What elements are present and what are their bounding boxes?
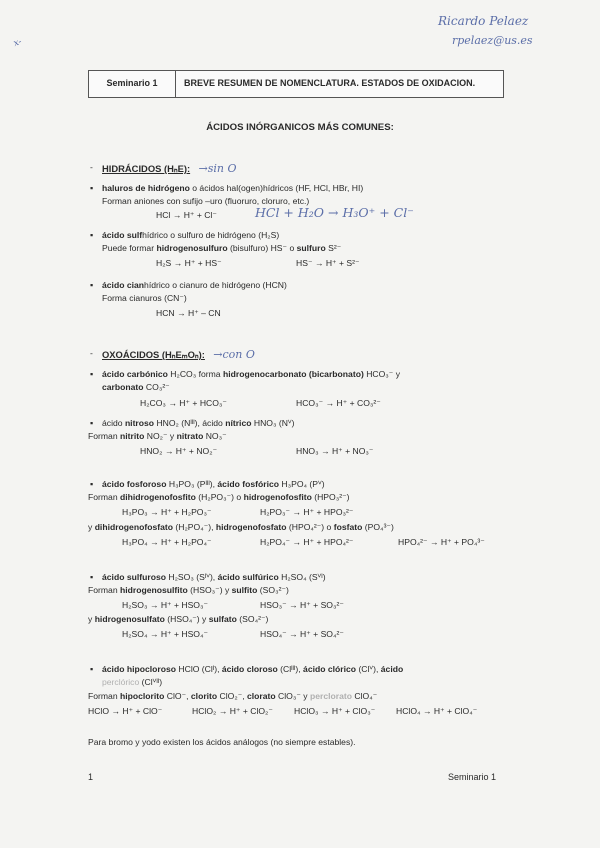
fos-l3a: y — [88, 522, 95, 532]
clo-line1 — [102, 664, 403, 675]
sul-l3c: (HSO₄⁻) y — [164, 614, 209, 624]
carb-line1 — [102, 369, 400, 380]
clo-l3e: ClO₂⁻, — [217, 691, 248, 701]
handwritten-mark: x- — [12, 36, 24, 50]
clo-l3g: ClO₃⁻ y — [275, 691, 310, 701]
fos-l3g: (PO₄³⁻) — [362, 522, 394, 532]
sul-l2d: sulfito — [231, 585, 258, 595]
haluros-eq: HCl → H⁺ + Cl⁻ — [156, 210, 217, 220]
final-note: Para bromo y yodo existen los ácidos análogos (no siempre estables). — [88, 737, 356, 747]
clo-l1e: ácido clórico — [303, 664, 357, 674]
sul-eq4: HSO₄⁻ → H⁺ + SO₄²⁻ — [260, 629, 344, 639]
sul-l3e: (SO₄²⁻) — [236, 614, 269, 624]
footer-label: Seminario 1 — [448, 772, 497, 782]
cian-b: cian — [126, 280, 145, 290]
hidracidos-heading-row — [102, 162, 236, 176]
handwritten-email: rpelaez@us.es — [452, 34, 533, 47]
sul-l2b: hidrogenosulfito — [120, 585, 188, 595]
haluros-text: o ácidos hal(ogen)hídricos (HF, HCl, HBr, HI) — [189, 183, 364, 193]
nit-l1d: nítrico — [225, 418, 252, 428]
fos-line1 — [102, 479, 325, 490]
sul-l1a: ácido sulfuroso — [102, 572, 166, 582]
fos-l3e: (HPO₄²⁻) o — [286, 522, 334, 532]
carb-l1a: ácido carbónico — [102, 369, 168, 379]
clo-line3 — [88, 691, 377, 702]
clo-eq1: HClO → H⁺ + ClO⁻ — [88, 706, 163, 716]
fos-l1d: H₃PO₄ (Pⱽ) — [279, 479, 325, 489]
sulf-c: hídrico o sulfuro de hidrógeno (H₂S) — [142, 230, 280, 240]
fos-l1c: ácido fosfórico — [217, 479, 280, 489]
sul-line3 — [88, 614, 268, 625]
nit-eq1: HNO₂ → H⁺ + NO₂⁻ — [140, 446, 218, 456]
carb-eq2: HCO₃⁻ → H⁺ + CO₃²⁻ — [296, 398, 381, 408]
cian-a: ácido — [102, 280, 127, 290]
fos-eq4: H₂PO₄⁻ → H⁺ + HPO₄²⁻ — [260, 537, 354, 547]
sul-eq2: HSO₃⁻ → H⁺ + SO₃²⁻ — [260, 600, 344, 610]
clo-l1b: HClO (Clᴵ), — [176, 664, 222, 674]
nit-l1a: ácido — [102, 418, 125, 428]
hidracidos-handnote: →sin O — [198, 162, 237, 175]
sul-l2a: Forman — [88, 585, 120, 595]
document-title: ÁCIDOS INÓRGANICOS MÁS COMUNES: — [206, 122, 394, 133]
oxoacidos-handnote: →con O — [213, 348, 255, 361]
sul-l3b: hidrogenosulfato — [94, 614, 165, 624]
nit-line2 — [88, 431, 227, 442]
sulf-eq1: H₂S → H⁺ + HS⁻ — [156, 258, 222, 268]
clo-l2a: perclórico — [102, 677, 140, 687]
clo-l3b: hipoclorito — [120, 691, 165, 701]
carb-l1c: hidrogenocarbonato (bicarbonato) — [222, 369, 364, 379]
nit-l2e: NO₃⁻ — [203, 431, 227, 441]
sul-l3d: sulfato — [208, 614, 237, 624]
fos-eq5: HPO₄²⁻ → H⁺ + PO₄³⁻ — [398, 537, 485, 547]
clo-l3f: clorato — [247, 691, 276, 701]
sul-line2 — [88, 585, 289, 596]
sul-l1c: ácido sulfúrico — [217, 572, 279, 582]
fos-l3d: hidrogenofosfato — [215, 522, 287, 532]
cian-line1 — [102, 280, 287, 291]
clo-l1d: (Clᴵᴵᴵ), — [277, 664, 304, 674]
clo-l1g: ácido — [380, 664, 404, 674]
nit-l2c: NO₂⁻ y — [144, 431, 177, 441]
haluros-bold: haluros de hidrógeno — [102, 183, 190, 193]
nit-l1c: HNO₂ (Nᴵᴵᴵ), ácido — [154, 418, 226, 428]
sulf-l2c: (bisulfuro) HS⁻ o — [227, 243, 297, 253]
clo-l2b: (Clⱽᴵᴵ) — [139, 677, 163, 687]
page-number: 1 — [88, 772, 94, 782]
fos-eq2: H₂PO₃⁻ → H⁺ + HPO₃²⁻ — [260, 507, 354, 517]
sul-eq1: H₂SO₃ → H⁺ + HSO₃⁻ — [122, 600, 209, 610]
oxoacidos-heading: OXOÁCIDOS (HₙEₘOₙ): — [102, 349, 205, 360]
fos-l2e: (HPO₃²⁻) — [311, 492, 350, 502]
carb-line2 — [102, 382, 170, 393]
sulf-line2 — [102, 243, 341, 254]
sulf-a: ácido — [102, 230, 127, 240]
carb-l2a: carbonato — [102, 382, 144, 392]
sul-l3a: y — [88, 614, 95, 624]
clo-l3d: clorito — [190, 691, 218, 701]
header-title: BREVE RESUMEN DE NOMENCLATURA. ESTADOS DE OXIDACION. — [184, 78, 476, 89]
fos-l2b: dihidrogenofosfito — [120, 492, 196, 502]
cian-eq: HCN → H⁺ – CN — [156, 308, 221, 318]
fos-line3 — [88, 522, 394, 533]
haluros-line1 — [102, 183, 363, 194]
header-box — [88, 70, 504, 98]
sulf-l2e: S²⁻ — [325, 243, 342, 253]
fos-l2c: (H₂PO₃⁻) o — [195, 492, 244, 502]
fos-l3b: dihidrogenofosfato — [94, 522, 173, 532]
nit-l1b: nitroso — [124, 418, 155, 428]
fos-eq1: H₃PO₃ → H⁺ + H₂PO₃⁻ — [122, 507, 212, 517]
cian-line2: Forma cianuros (CN⁻) — [102, 293, 187, 303]
carb-eq1: H₂CO₃ → H⁺ + HCO₃⁻ — [140, 398, 227, 408]
fos-l3f: fosfato — [333, 522, 363, 532]
nit-line1 — [102, 418, 295, 429]
sulf-l2d: sulfuro — [296, 243, 326, 253]
nit-l2d: nitrato — [176, 431, 204, 441]
hcl-handwritten-reaction: HCl + H₂O → H₃O⁺ + Cl⁻ — [255, 205, 414, 220]
sul-line1 — [102, 572, 326, 583]
fos-l1b: H₃PO₃ (Pᴵᴵᴵ), — [166, 479, 218, 489]
fos-l2d: hidrogenofosfito — [243, 492, 312, 502]
clo-l1c: ácido cloroso — [221, 664, 278, 674]
fos-l3c: (H₂PO₄⁻), — [172, 522, 216, 532]
sulf-eq2: HS⁻ → H⁺ + S²⁻ — [296, 258, 360, 268]
fos-l1a: ácido fosforoso — [102, 479, 167, 489]
handwritten-name: Ricardo Pelaez — [438, 14, 529, 28]
sulf-l2b: hidrogenosulfuro — [156, 243, 228, 253]
clo-eq4: HClO₄ → H⁺ + ClO₄⁻ — [396, 706, 478, 716]
sulf-b: sulf — [126, 230, 143, 240]
fos-l2a: Forman — [88, 492, 120, 502]
clo-l3a: Forman — [88, 691, 120, 701]
oxoacidos-heading-row — [102, 348, 255, 362]
sul-eq3: H₂SO₄ → H⁺ + HSO₄⁻ — [122, 629, 209, 639]
haluros-line2: Forman aniones con sufijo –uro (fluoruro, cloruro, etc.) — [102, 196, 310, 206]
clo-line2 — [102, 677, 162, 688]
clo-l3i: ClO₄⁻ — [352, 691, 378, 701]
clo-l3h: perclorato — [309, 691, 352, 701]
nit-l1e: HNO₃ (Nⱽ) — [251, 418, 295, 428]
clo-eq2: HClO₂ → H⁺ + ClO₂⁻ — [192, 706, 273, 716]
clo-l1a: ácido hipocloroso — [102, 664, 177, 674]
cian-c: hídrico o cianuro de hidrógeno (HCN) — [144, 280, 287, 290]
carb-l1d: HCO₃⁻ y — [363, 369, 401, 379]
sulf-l2a: Puede formar — [102, 243, 157, 253]
sul-l1d: H₂SO₄ (Sⱽᴵ) — [278, 572, 326, 582]
fos-line2 — [88, 492, 349, 503]
fos-eq3: H₃PO₄ → H⁺ + H₂PO₄⁻ — [122, 537, 212, 547]
nit-l2b: nitrito — [120, 431, 145, 441]
clo-l1f: (Clⱽ), — [356, 664, 381, 674]
carb-l1b: H₂CO₃ forma — [167, 369, 223, 379]
sul-l1b: H₂SO₃ (Sᴵⱽ), — [165, 572, 218, 582]
clo-l3c: ClO⁻, — [164, 691, 191, 701]
hidracidos-heading: HIDRÁCIDOS (HₙE): — [102, 163, 191, 174]
nit-eq2: HNO₃ → H⁺ + NO₃⁻ — [296, 446, 374, 456]
sul-l2e: (SO₃²⁻) — [257, 585, 289, 595]
header-seminar-label: Seminario 1 — [89, 71, 176, 97]
carb-l2b: CO₃²⁻ — [143, 382, 170, 392]
sul-l2c: (HSO₃⁻) y — [187, 585, 232, 595]
clo-eq3: HClO₃ → H⁺ + ClO₃⁻ — [294, 706, 376, 716]
sulf-line1 — [102, 230, 279, 241]
nit-l2a: Forman — [88, 431, 120, 441]
